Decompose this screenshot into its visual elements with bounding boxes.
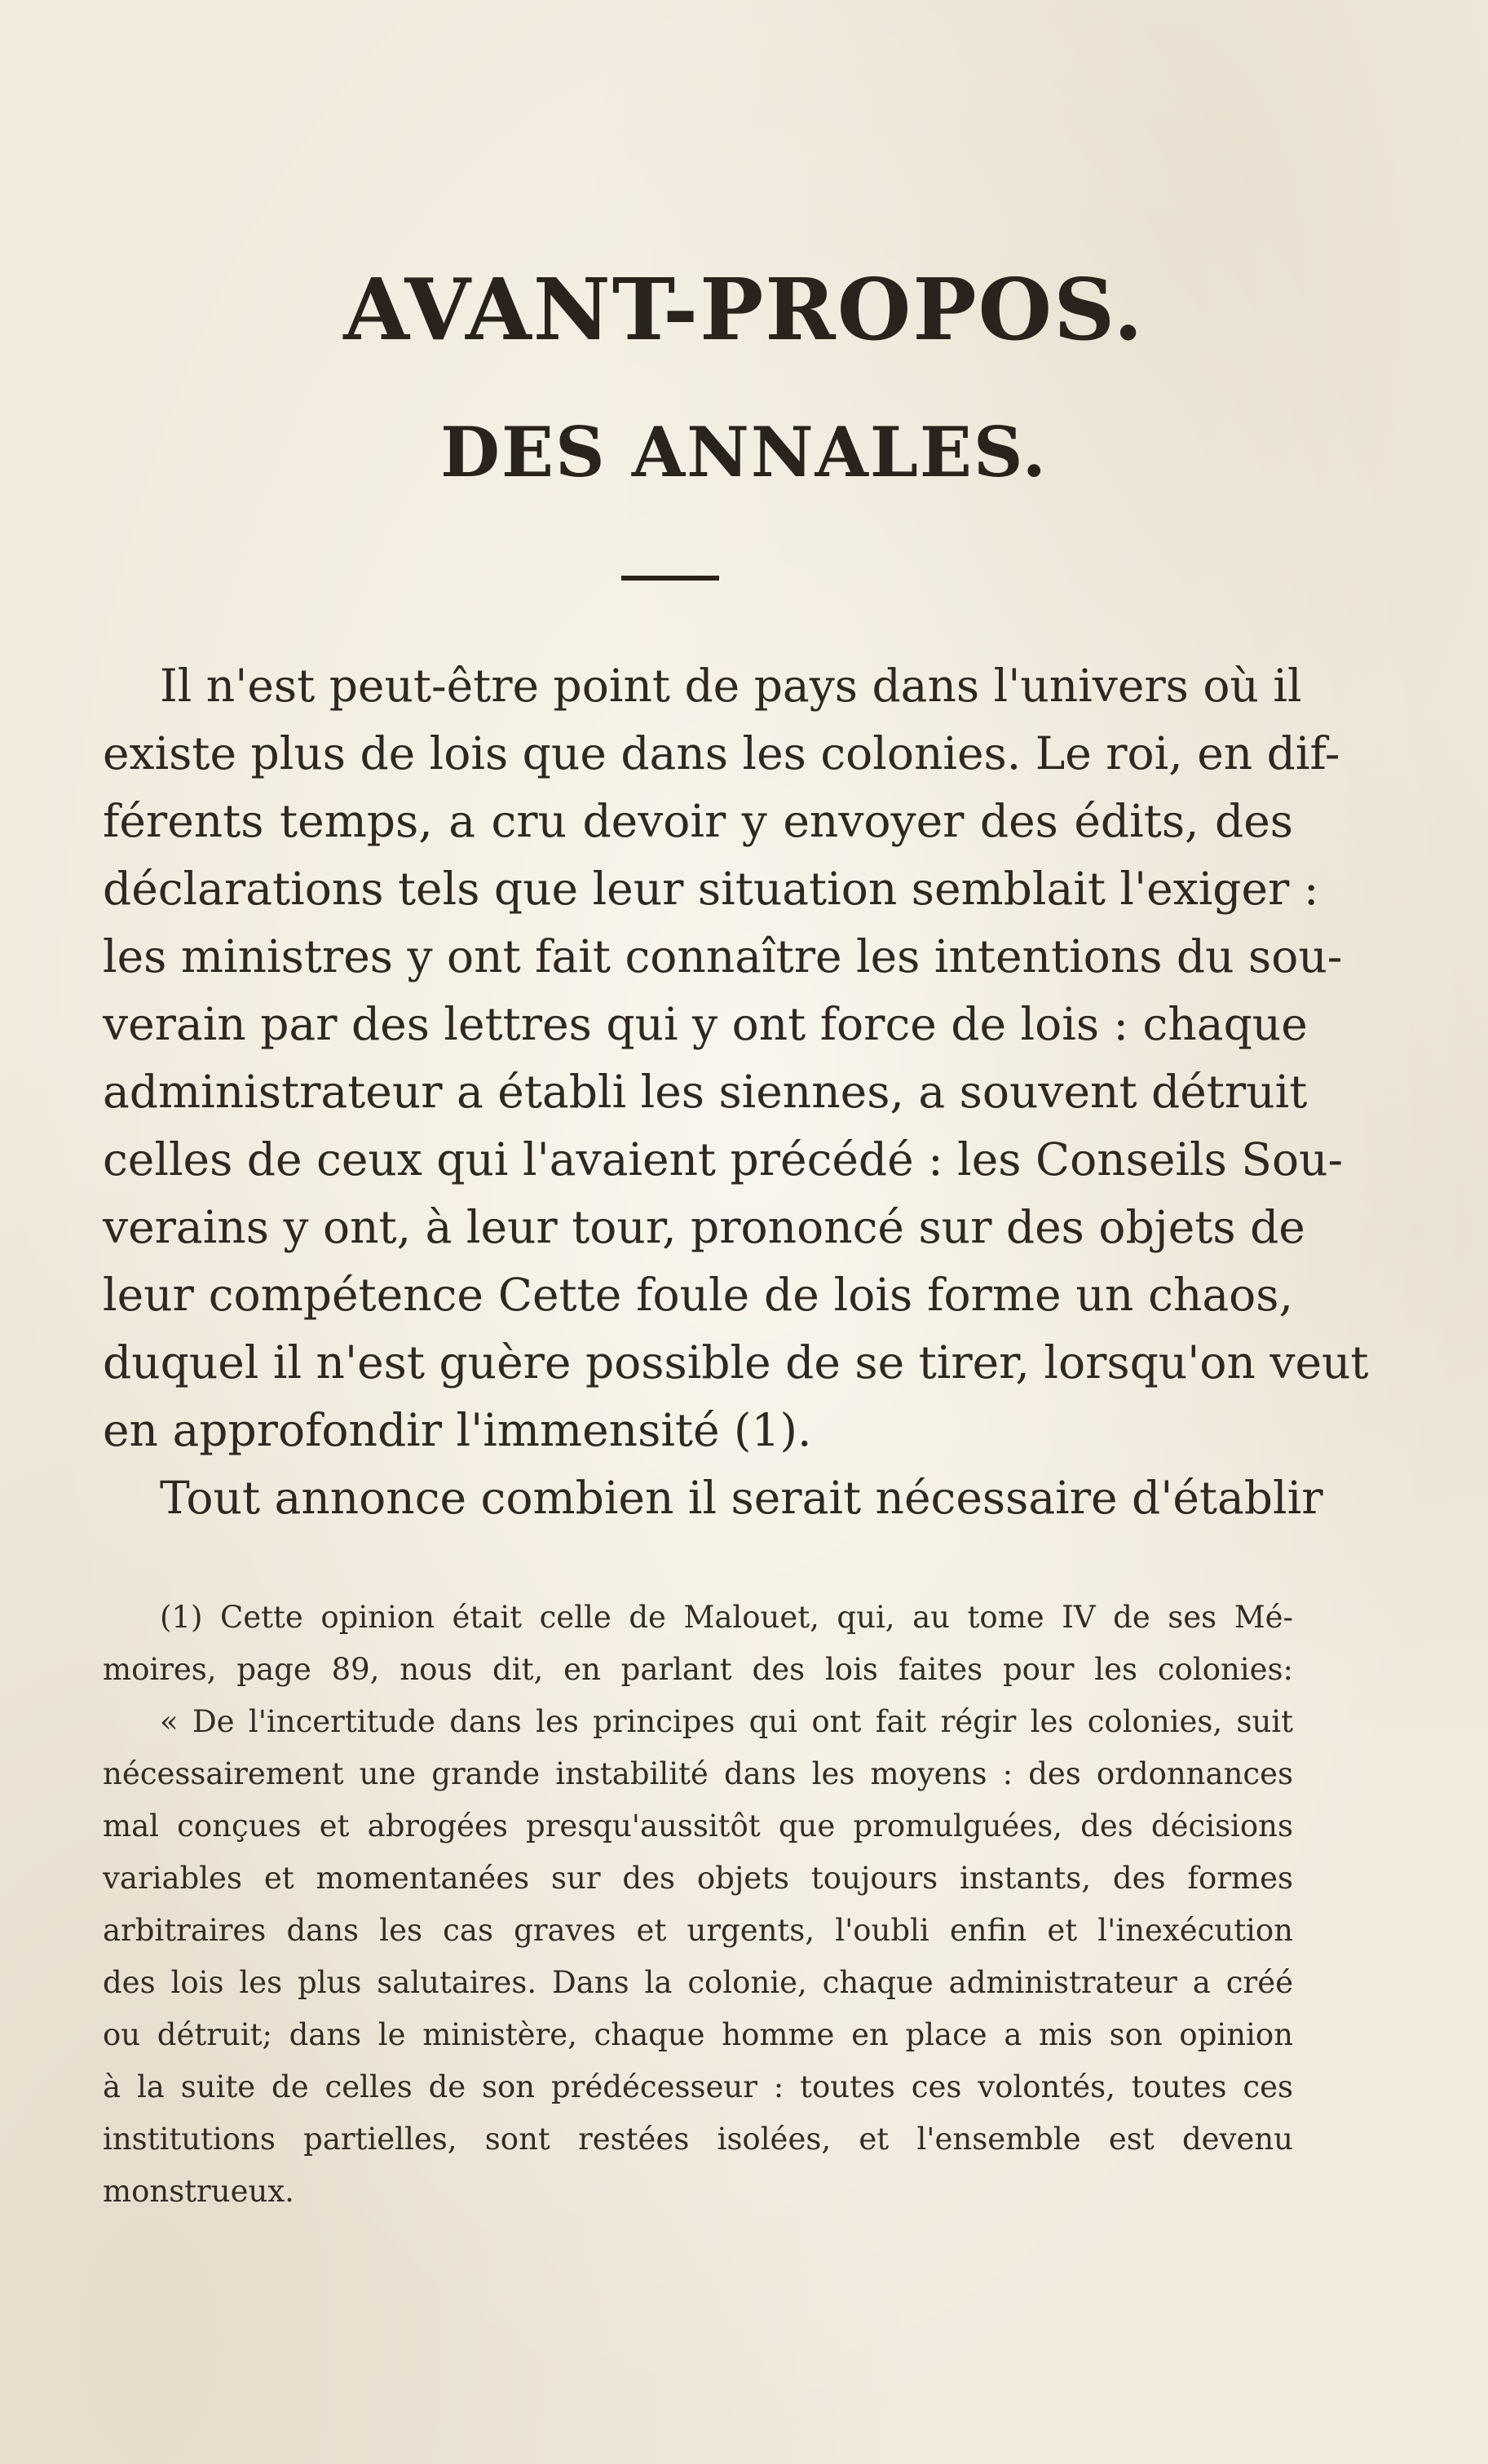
body-line: Tout annonce combien il serait nécessaire d'établir bbox=[160, 1472, 1323, 1524]
footnote bbox=[103, 1592, 1293, 2218]
footnote-line: des lois les plus salutaires. Dans la colonie, chaque administrateur a créé bbox=[103, 1965, 1293, 2000]
body-line: verain par des lettres qui y ont force de lois : chaque bbox=[103, 998, 1308, 1050]
footnote-line: (1) Cette opinion était celle de Malouet, qui, au tome IV de ses Mé- bbox=[160, 1600, 1293, 1635]
footnote-line: variables et momentanées sur des objets toujours instants, des formes bbox=[103, 1861, 1293, 1896]
body-line: Il n'est peut-être point de pays dans l'univers où il bbox=[160, 660, 1302, 712]
body-line: en approfondir l'immensité (1). bbox=[103, 1404, 812, 1456]
footnote-line: monstrueux. bbox=[103, 2174, 294, 2209]
body-line: les ministres y ont fait connaître les intentions du sou- bbox=[103, 930, 1343, 983]
footnote-line: « De l'incertitude dans les principes qui ont fait régir les colonies, suit bbox=[160, 1704, 1293, 1739]
title-divider bbox=[621, 576, 719, 581]
body-line: déclarations tels que leur situation semblait l'exiger : bbox=[103, 863, 1319, 915]
page-title: AVANT-PROPOS. bbox=[343, 259, 1145, 360]
footnote-line: moires, page 89, nous dit, en parlant des lois faites pour les colonies: bbox=[103, 1652, 1293, 1687]
body-line: duquel il n'est guère possible de se tirer, lorsqu'on veut bbox=[103, 1336, 1369, 1389]
footnote-line: ou détruit; dans le ministère, chaque homme en place a mis son opinion bbox=[103, 2017, 1293, 2052]
body-line: verains y ont, à leur tour, prononcé sur des objets de bbox=[103, 1201, 1305, 1253]
main-paragraph bbox=[103, 652, 1369, 1532]
footnote-line: arbitraires dans les cas graves et urgents, l'oubli enfin et l'inexécution bbox=[103, 1913, 1293, 1948]
body-line: leur compétence Cette foule de lois forme un chaos, bbox=[103, 1269, 1293, 1321]
page-subtitle: DES ANNALES. bbox=[440, 412, 1048, 492]
body-line: administrateur a établi les siennes, a souvent détruit bbox=[103, 1066, 1308, 1118]
footnote-line: à la suite de celles de son prédécesseur : toutes ces volontés, toutes ces bbox=[103, 2069, 1293, 2104]
body-line: existe plus de lois que dans les colonies. Le roi, en dif- bbox=[103, 727, 1340, 779]
body-line: férents temps, a cru devoir y envoyer des édits, des bbox=[103, 795, 1293, 847]
body-line: celles de ceux qui l'avaient précédé : les Conseils Sou- bbox=[103, 1133, 1344, 1186]
footnote-line: nécessairement une grande instabilité dans les moyens : des ordonnances bbox=[103, 1756, 1293, 1791]
footnote-line: mal conçues et abrogées presqu'aussitôt que promulguées, des décisions bbox=[103, 1808, 1293, 1844]
footnote-line: institutions partielles, sont restées isolées, et l'ensemble est devenu bbox=[103, 2122, 1293, 2157]
